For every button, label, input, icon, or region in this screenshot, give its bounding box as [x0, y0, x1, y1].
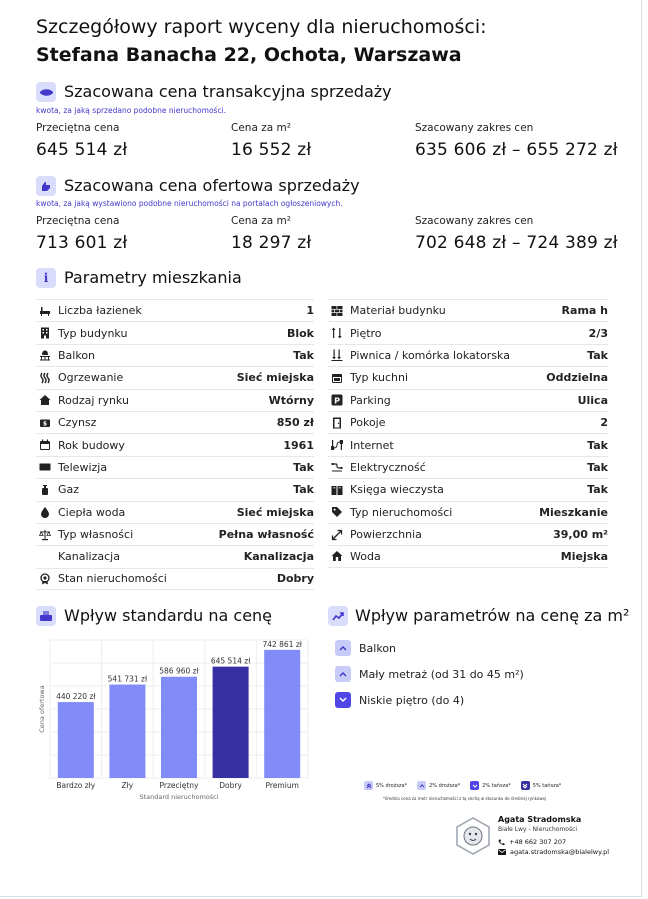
agent-company: Białe Lwy - Nieruchomości	[498, 826, 578, 833]
param-label: Piętro	[350, 326, 382, 340]
param-row	[36, 433, 314, 455]
chevron-up-icon	[335, 640, 351, 656]
category-label: Przeciętny	[159, 781, 199, 790]
param-label: Czynsz	[58, 416, 97, 430]
handshake-icon	[36, 82, 56, 102]
badge-icon	[38, 572, 52, 586]
param-label: Telewizja	[58, 460, 108, 474]
param-label: Rok budowy	[58, 438, 125, 452]
chevron-up-icon	[417, 781, 426, 790]
double-chevron-down-icon	[521, 781, 530, 790]
param-value: Tak	[293, 483, 314, 497]
lion-logo-icon	[456, 817, 490, 855]
param-row	[328, 411, 608, 433]
water-drop-icon	[38, 505, 52, 519]
param-value: Oddzielna	[546, 371, 608, 385]
bar	[213, 667, 249, 778]
param-row	[328, 366, 608, 388]
param-value: 1	[306, 304, 314, 318]
report-title: Szczegółowy raport wyceny dla nieruchomości:	[36, 16, 487, 38]
param-label: Ciepła woda	[58, 505, 126, 519]
money-icon	[38, 416, 52, 430]
tv-icon	[38, 460, 52, 474]
bar	[264, 650, 300, 778]
params-table-right	[328, 299, 608, 568]
brick-icon	[330, 304, 344, 318]
chevron-down-icon	[335, 692, 351, 708]
param-row	[328, 501, 608, 523]
param-value: Pełna własność	[218, 528, 314, 542]
legend-label: 2% tańsza*	[482, 782, 511, 789]
param-row	[328, 344, 608, 366]
legend-item	[521, 781, 562, 790]
y-axis-label: Cena ofertowa	[38, 685, 46, 733]
param-value: 850 zł	[276, 416, 314, 430]
param-row	[36, 545, 314, 567]
bar-value-label: 541 731 zł	[107, 674, 148, 684]
param-row	[328, 478, 608, 500]
calendar-icon	[38, 438, 52, 452]
bar-value-label: 586 960 zł	[159, 666, 199, 676]
transaction-sqm-label: Cena za m²	[231, 122, 291, 134]
param-label: Woda	[350, 549, 381, 563]
agent-phone-row	[498, 838, 566, 846]
transaction-subtitle: kwota, za jaką sprzedano podobne nieruchomości.	[36, 106, 227, 115]
impact-item-label: Niskie piętro (do 4)	[359, 693, 465, 707]
param-row	[328, 321, 608, 343]
impact-title: Wpływ parametrów na cenę za m²	[355, 606, 630, 625]
transaction-avg-value: 645 514 zł	[36, 140, 128, 160]
param-value: Sieć miejska	[236, 371, 314, 385]
legend-label: 5% tańsza*	[532, 782, 562, 789]
param-label: Parking	[350, 393, 391, 407]
param-value: Dobry	[276, 572, 314, 586]
offer-range-value: 702 648 zł – 724 389 zł	[415, 233, 618, 253]
category-label: Bardzo zły	[56, 781, 96, 790]
agent-email-row	[498, 848, 609, 856]
param-row	[328, 456, 608, 478]
bath-icon	[38, 304, 52, 318]
param-value: Kanalizacja	[243, 550, 314, 564]
building-icon	[38, 326, 52, 340]
info-icon: i	[36, 268, 56, 288]
book-icon	[330, 483, 344, 497]
param-label: Materiał budynku	[350, 304, 446, 318]
param-value: 1961	[283, 438, 314, 452]
agent-email[interactable]: agata.stradomska@bialelwy.pl	[510, 848, 609, 856]
impact-item-label: Balkon	[359, 641, 397, 655]
bar-value-label: 742 861 zł	[262, 639, 302, 649]
param-value: Blok	[286, 326, 314, 340]
standard-bar-chart	[30, 634, 312, 806]
bar-value-label: 645 514 zł	[210, 656, 251, 666]
legend-item	[364, 781, 407, 790]
param-label: Ogrzewanie	[58, 371, 124, 385]
transaction-range-value: 635 606 zł – 655 272 zł	[415, 140, 618, 160]
area-icon	[330, 528, 344, 542]
svg-text:P: P	[334, 396, 340, 406]
property-address: Stefana Banacha 22, Ochota, Warszawa	[36, 44, 462, 66]
impact-item	[335, 688, 524, 712]
param-label: Internet	[350, 438, 394, 452]
impact-list	[335, 636, 524, 712]
bar	[58, 702, 94, 778]
param-value: 2/3	[588, 326, 608, 340]
parking-icon	[330, 393, 344, 407]
kitchen-icon	[330, 371, 344, 385]
electricity-icon	[330, 460, 344, 474]
property-type-icon	[330, 505, 344, 519]
param-row	[36, 299, 314, 321]
param-value: Wtórny	[268, 393, 314, 407]
offer-avg-label: Przeciętna cena	[36, 215, 120, 227]
category-label: Zły	[121, 781, 134, 790]
param-value: Sieć miejska	[236, 505, 314, 519]
legend-label: 5% droższa*	[376, 782, 408, 789]
offer-sqm-value: 18 297 zł	[231, 233, 312, 253]
param-row	[36, 344, 314, 366]
param-label: Elektryczność	[350, 460, 426, 474]
tray-icon	[36, 606, 56, 626]
legend-item	[417, 781, 460, 790]
transaction-sqm-value: 16 552 zł	[231, 140, 312, 160]
door-icon	[330, 416, 344, 430]
legend-footnote: *średnia cena za metr nieruchomości z tą cechą w stosunku do średniej rynkowej	[383, 796, 547, 801]
param-value: Miejska	[560, 549, 608, 563]
param-value: Ulica	[577, 393, 608, 407]
param-value: Mieszkanie	[539, 505, 608, 519]
param-value: Tak	[587, 483, 608, 497]
param-value: 2	[600, 416, 608, 430]
chevron-down-icon	[470, 781, 479, 790]
offer-title: Szacowana cena ofertowa sprzedaży	[64, 176, 360, 195]
transaction-range-label: Szacowany zakres cen	[415, 122, 534, 134]
impact-item	[335, 662, 524, 686]
param-label: Gaz	[58, 483, 80, 497]
param-row	[36, 568, 314, 590]
param-label: Pokoje	[350, 416, 386, 430]
param-label: Liczba łazienek	[58, 304, 142, 318]
param-row	[36, 321, 314, 343]
trend-icon	[328, 606, 348, 626]
param-label: Balkon	[58, 348, 96, 362]
mail-icon	[498, 849, 506, 855]
param-label: Typ nieruchomości	[350, 505, 453, 519]
impact-legend	[364, 781, 561, 790]
param-row	[328, 433, 608, 455]
param-value: Tak	[587, 460, 608, 474]
internet-icon	[330, 438, 344, 452]
params-title: Parametry mieszkania	[64, 268, 242, 287]
param-value: 39,00 m²	[553, 528, 608, 542]
scales-icon	[38, 528, 52, 542]
param-value: Tak	[587, 348, 608, 362]
offer-sqm-label: Cena za m²	[231, 215, 291, 227]
param-value: Rama h	[561, 304, 608, 318]
param-row	[328, 389, 608, 411]
legend-item	[470, 781, 511, 790]
standard-title: Wpływ standardu na cenę	[64, 606, 273, 625]
params-table-left	[36, 299, 314, 590]
double-chevron-up-icon	[364, 781, 373, 790]
offer-range-label: Szacowany zakres cen	[415, 215, 534, 227]
offer-avg-value: 713 601 zł	[36, 233, 128, 253]
transaction-title: Szacowana cena transakcyjna sprzedaży	[64, 82, 392, 101]
param-label: Księga wieczysta	[350, 483, 444, 497]
agent-name: Agata Stradomska	[498, 815, 582, 824]
category-label: Premium	[265, 781, 299, 790]
water-icon	[330, 549, 344, 563]
transaction-avg-label: Przeciętna cena	[36, 122, 120, 134]
phone-icon	[498, 839, 505, 846]
param-row	[328, 299, 608, 321]
param-label: Powierzchnia	[350, 528, 422, 542]
param-label: Typ własności	[58, 528, 134, 542]
param-row	[328, 545, 608, 567]
bar	[109, 685, 145, 778]
bar-value-label: 440 220 zł	[56, 692, 96, 702]
param-label: Stan nieruchomości	[58, 572, 167, 586]
param-value: Tak	[293, 348, 314, 362]
category-label: Dobry	[219, 781, 242, 790]
param-value: Tak	[293, 460, 314, 474]
blank-icon	[38, 550, 52, 564]
agent-phone[interactable]: +48 662 307 207	[509, 838, 567, 846]
gas-icon	[38, 483, 52, 497]
param-label: Piwnica / komórka lokatorska	[350, 348, 510, 362]
param-row	[328, 523, 608, 545]
x-axis-label: Standard nieruchomości	[139, 793, 219, 801]
heating-icon	[38, 371, 52, 385]
param-label: Typ kuchni	[350, 371, 409, 385]
param-row	[36, 478, 314, 500]
param-row	[36, 389, 314, 411]
param-row	[36, 366, 314, 388]
floor-icon	[330, 326, 344, 340]
param-row	[36, 411, 314, 433]
offer-subtitle: kwota, za jaką wystawiono podobne nieruchomości na portalach ogłoszeniowych.	[36, 199, 343, 208]
bar	[161, 677, 197, 778]
basement-icon	[330, 348, 344, 362]
param-value: Tak	[587, 438, 608, 452]
param-row	[36, 523, 314, 545]
impact-item-label: Mały metraż (od 31 do 45 m²)	[359, 667, 524, 681]
home-icon	[38, 393, 52, 407]
param-label: Kanalizacja	[58, 550, 120, 564]
param-label: Typ budynku	[58, 326, 128, 340]
impact-item	[335, 636, 524, 660]
param-row	[36, 456, 314, 478]
balcony-icon	[38, 348, 52, 362]
chevron-up-icon	[335, 666, 351, 682]
hand-icon	[36, 176, 56, 196]
param-label: Rodzaj rynku	[58, 393, 129, 407]
param-row	[36, 501, 314, 523]
legend-label: 2% droższa*	[429, 782, 461, 789]
svg-text:$: $	[42, 420, 48, 428]
